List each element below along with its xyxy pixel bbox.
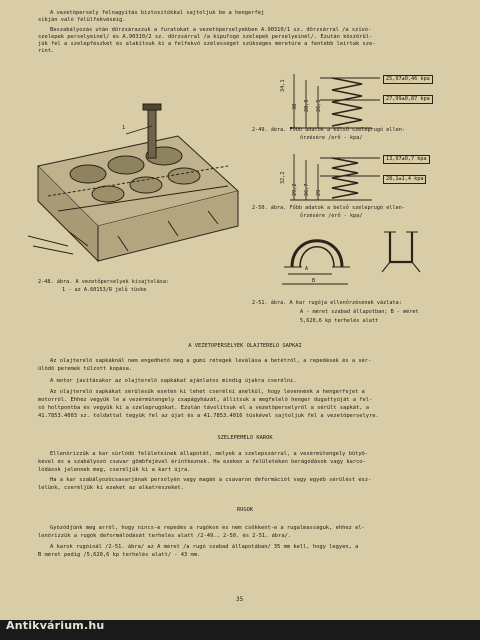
watermark-text: Antikvárium.hu <box>6 619 105 632</box>
fig-48-caption-line1: 2-48. ábra. A vezetőperselyek kisajtolása: <box>38 279 170 285</box>
fig-51-caption-line1: 2-51. ábra. A kar rugója ellenőrzésének vázlata: <box>252 300 402 306</box>
section1-line: Az olajterelő sapkáknál nem engedhető meg a gumi rétegek leválása a betétről, a repedések és a sér- <box>50 358 372 364</box>
section2-line: kével és a szabályozó csavar gömbfejével érintkeznek. Ha ezeken a felületeken berágódások vagy karco- <box>38 459 366 465</box>
fig-50-caption-line2: őrzésére /erő - kpa/ <box>300 213 363 219</box>
watermark-bar <box>0 620 480 640</box>
intro-line: szelepek perselyeinél/ és A.90310/2 sz. dörzsárral /a kipufogó szelepek perselyeinél/. Ezután köszörül- <box>38 34 373 40</box>
section2-line: Ha a kar szabályozócsavarjának persolyén vagy magán a csavaron deformációt vagy egyéb sérülést ész- <box>50 477 372 483</box>
section1-line: motorról. Ehhez vegyük le a vezérműtengely csapágyházát, állítsuk a megfelelő henger dugattyúját a fel- <box>38 397 373 403</box>
fig-49-dim: 28,9 <box>304 99 310 112</box>
fig-50-load-box: 13,97±0,7 kpa <box>383 155 430 164</box>
section2-line: lódások jelennek meg, cseréljük ki a kart újra. <box>38 467 191 473</box>
section-title-rocker-arms: SZELEPEMELŐ KAROK <box>217 435 273 441</box>
section2-line: Ellenőrizzük a kar súrlódó felületeinek állapotát, melyek a szelepszárral, a vezérműtengely bütyö- <box>50 451 369 457</box>
section2-line: lelünk, cseréljük ki ezeket az alkatrészeket. <box>38 485 185 491</box>
section-title-oil-caps: A VEZETŐPERSELYEK OLAJTERELŐ SAPKÁI <box>188 343 302 349</box>
fig-48-caption-line2: 1 - az A.60153/R jelű tüske <box>62 287 147 293</box>
fig-49-dim: 38 <box>292 103 298 110</box>
intro-line: rint. <box>38 48 55 54</box>
fig-49-caption-line2: őrzésére /erő - kpa/ <box>300 135 363 141</box>
fig-48-callout-label: 1 <box>122 125 126 131</box>
section3-line: B méret pedig /5,620,6 kp terhelés alatt/ - 43 mm. <box>38 552 201 558</box>
fig-49-caption-line1: 2-49. ábra. Főbb adatok a külső szeleprugó ellen- <box>252 127 406 133</box>
fig-49-dim: 34,1 <box>280 79 286 92</box>
fig-50-caption-line1: 2-50. ábra. Főbb adatok a belső szeleprugó ellen- <box>252 205 406 211</box>
fig-51-caption-line3: 5,620,6 kp terhelés alatt <box>300 318 379 324</box>
page-number: 35 <box>236 596 244 603</box>
fig-48-cylinder-head-illustration <box>28 96 248 276</box>
intro-line: A vezetőpersely felnagyítás biztosítókkal sajtoljuk be a hengerfej <box>50 10 265 16</box>
intro-line: jük fel a szelepfészket és alakítsuk ki a felfekvő szélességét szükséges méretűre a fentebb leírtak sze- <box>38 41 376 47</box>
fig-50-dim: 26,7 <box>304 183 310 196</box>
section3-line: A karok rugóinál /2-51. ábra/ az A méret /a rugó szabad állapotában/ 35 mm kell, hogy legyen, a <box>50 544 359 550</box>
section1-line: ülődő peremek túlzott kopása. <box>38 366 133 372</box>
fig-51-label-a: A <box>305 266 309 272</box>
section3-line: lenőrizzük a rugók deformálódását terhelés alatt /2-49., 2-50. és 2-51. ábra/. <box>38 533 292 539</box>
fig-50-dim: 32,2 <box>280 171 286 184</box>
fig-50-dim: 29,2 <box>292 183 298 196</box>
section3-line: Győződjünk meg arról, hogy nincs-e repedés a rugókon és nem csökkent-e a rugalmasságuk, ehhez el- <box>50 525 365 531</box>
fig-51-label-b: B <box>312 278 316 284</box>
fig-49-dim: 26,5 <box>316 99 322 112</box>
section1-line: ső holtpontba és vegyük ki a szeleprugókat. Ezután távolítsuk el a vezetőperselyről a sérült sapkát, a <box>38 405 370 411</box>
intro-line: Beszabályozás után dörzsárazzuk a furatokat a vezetőperselyekben A.90310/1 sz. dörzsárral /a szívó- <box>50 27 372 33</box>
fig-50-load-box: 28,1±1,4 kpa <box>383 175 426 184</box>
section-title-springs: RUGÓK <box>236 507 254 513</box>
fig-51-lever-spring-diagram <box>272 222 452 292</box>
section1-line: Az olajterelő sapkákat sérülésük esetén ki lehet cserélni anélkül, hogy levennénk a hengerfejet a <box>50 389 365 395</box>
fig-51-caption-line2: A - méret szabad állapotban; B - méret <box>300 309 419 315</box>
fig-49-load-box: 25,97±0,46 kpa <box>383 75 433 84</box>
fig-50-dim: 29 <box>316 189 322 196</box>
section1-line: A motor javításakor az olajterelő sapkákat ajánlatos mindig újakra cserélni. <box>50 378 297 384</box>
section1-line: 41.7853.4003 sz. toldattal tegyük fel az újat és a 41.7853.4016 tüskével sajtoljuk fel a vezetőperselyre. <box>38 413 379 419</box>
fig-49-load-box: 27,99±0,87 kpa <box>383 95 433 104</box>
intro-line: síkján való felülfekvéséig. <box>38 17 126 23</box>
